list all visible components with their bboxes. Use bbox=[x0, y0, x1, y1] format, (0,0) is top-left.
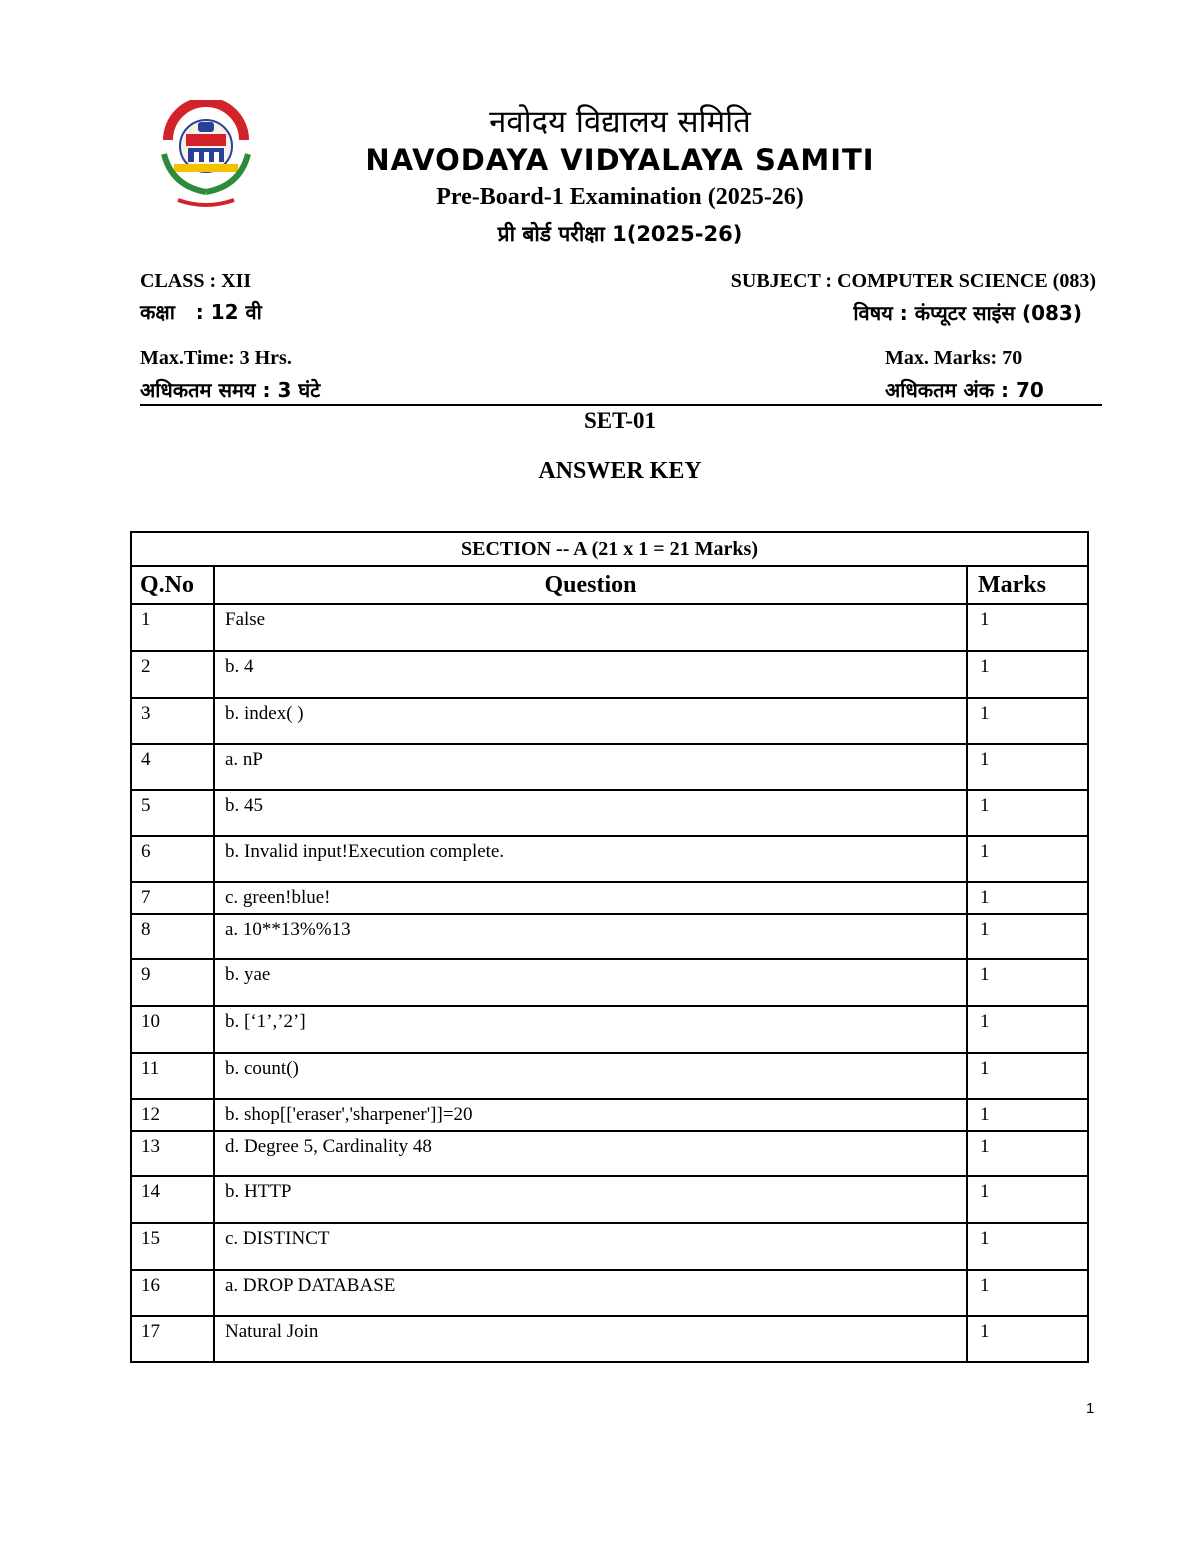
exam-title-hindi: प्री बोर्ड परीक्षा 1(2025-26) bbox=[497, 222, 743, 246]
exam-title-english: Pre-Board-1 Examination (2025-26) bbox=[436, 184, 804, 210]
class-label-hindi: कक्षा : 12 वी bbox=[140, 300, 262, 324]
max-time-english: Max.Time: 3 Hrs. bbox=[140, 347, 292, 369]
row-qno: 5 bbox=[131, 790, 214, 836]
row-qno: 17 bbox=[131, 1316, 214, 1362]
row-qno: 14 bbox=[131, 1176, 214, 1223]
row-answer: b. Invalid input!Execution complete. bbox=[214, 836, 967, 882]
table-row bbox=[131, 651, 1088, 698]
table-row bbox=[131, 1223, 1088, 1270]
table-row bbox=[131, 698, 1088, 744]
row-answer: d. Degree 5, Cardinality 48 bbox=[214, 1131, 967, 1176]
table-row bbox=[131, 1053, 1088, 1099]
row-answer: b. index( ) bbox=[214, 698, 967, 744]
row-answer: c. DISTINCT bbox=[214, 1223, 967, 1270]
table-row bbox=[131, 1131, 1088, 1176]
section-header-row bbox=[131, 532, 1088, 566]
max-marks-english: Max. Marks: 70 bbox=[885, 347, 1023, 369]
row-answer: False bbox=[214, 604, 967, 651]
row-marks: 1 bbox=[967, 836, 1088, 882]
row-marks: 1 bbox=[967, 1099, 1088, 1131]
row-qno: 9 bbox=[131, 959, 214, 1006]
table-row bbox=[131, 1270, 1088, 1316]
table-row bbox=[131, 744, 1088, 790]
row-qno: 7 bbox=[131, 882, 214, 914]
col-header-question: Question bbox=[214, 566, 967, 604]
row-answer: Natural Join bbox=[214, 1316, 967, 1362]
row-answer: b. count() bbox=[214, 1053, 967, 1099]
row-marks: 1 bbox=[967, 651, 1088, 698]
row-marks: 1 bbox=[967, 1006, 1088, 1053]
row-qno: 15 bbox=[131, 1223, 214, 1270]
section-title: SECTION -- A (21 x 1 = 21 Marks) bbox=[131, 532, 1088, 566]
table-row bbox=[131, 790, 1088, 836]
row-marks: 1 bbox=[967, 1316, 1088, 1362]
row-answer: b. HTTP bbox=[214, 1176, 967, 1223]
column-header-row bbox=[131, 566, 1088, 604]
table-row bbox=[131, 836, 1088, 882]
row-answer: b. 45 bbox=[214, 790, 967, 836]
row-qno: 4 bbox=[131, 744, 214, 790]
table-row bbox=[131, 1316, 1088, 1362]
row-answer: b. shop[['eraser','sharpener']]=20 bbox=[214, 1099, 967, 1131]
row-marks: 1 bbox=[967, 959, 1088, 1006]
row-answer: b. 4 bbox=[214, 651, 967, 698]
row-answer: a. DROP DATABASE bbox=[214, 1270, 967, 1316]
row-answer: b. yae bbox=[214, 959, 967, 1006]
row-marks: 1 bbox=[967, 1223, 1088, 1270]
row-marks: 1 bbox=[967, 698, 1088, 744]
col-header-marks: Marks bbox=[967, 566, 1088, 604]
row-qno: 11 bbox=[131, 1053, 214, 1099]
table-row bbox=[131, 882, 1088, 914]
page-number: 1 bbox=[1086, 1400, 1095, 1417]
document-title: ANSWER KEY bbox=[538, 458, 702, 484]
row-marks: 1 bbox=[967, 790, 1088, 836]
row-qno: 13 bbox=[131, 1131, 214, 1176]
col-header-qno: Q.No bbox=[131, 566, 214, 604]
row-marks: 1 bbox=[967, 1053, 1088, 1099]
row-marks: 1 bbox=[967, 914, 1088, 959]
row-qno: 2 bbox=[131, 651, 214, 698]
table-row bbox=[131, 959, 1088, 1006]
row-marks: 1 bbox=[967, 1131, 1088, 1176]
max-time-hindi: अधिकतम समय : 3 घंटे bbox=[140, 378, 321, 402]
subject-label-hindi: विषय : कंप्यूटर साइंस (083) bbox=[853, 301, 1082, 325]
row-marks: 1 bbox=[967, 604, 1088, 651]
row-qno: 6 bbox=[131, 836, 214, 882]
row-qno: 8 bbox=[131, 914, 214, 959]
row-qno: 16 bbox=[131, 1270, 214, 1316]
table-row bbox=[131, 1176, 1088, 1223]
table-row bbox=[131, 1006, 1088, 1053]
row-qno: 12 bbox=[131, 1099, 214, 1131]
table-row bbox=[131, 914, 1088, 959]
row-marks: 1 bbox=[967, 882, 1088, 914]
set-label: SET-01 bbox=[583, 408, 657, 433]
row-answer: a. 10**13%%13 bbox=[214, 914, 967, 959]
row-marks: 1 bbox=[967, 744, 1088, 790]
max-marks-hindi: अधिकतम अंक : 70 bbox=[885, 378, 1044, 402]
row-qno: 10 bbox=[131, 1006, 214, 1053]
org-title-hindi: नवोदय विद्यालय समिति bbox=[489, 104, 751, 140]
table-row bbox=[131, 1099, 1088, 1131]
row-answer: a. nP bbox=[214, 744, 967, 790]
subject-label-english: SUBJECT : COMPUTER SCIENCE (083) bbox=[730, 270, 1096, 292]
header-divider bbox=[140, 404, 1102, 406]
org-title-english: NAVODAYA VIDYALAYA SAMITI bbox=[365, 143, 875, 177]
answer-key-table bbox=[130, 531, 1089, 1363]
table-row bbox=[131, 604, 1088, 651]
row-qno: 1 bbox=[131, 604, 214, 651]
class-label-english: CLASS : XII bbox=[140, 270, 252, 292]
row-marks: 1 bbox=[967, 1176, 1088, 1223]
row-qno: 3 bbox=[131, 698, 214, 744]
row-marks: 1 bbox=[967, 1270, 1088, 1316]
row-answer: c. green!blue! bbox=[214, 882, 967, 914]
row-answer: b. [‘1’,’2’] bbox=[214, 1006, 967, 1053]
